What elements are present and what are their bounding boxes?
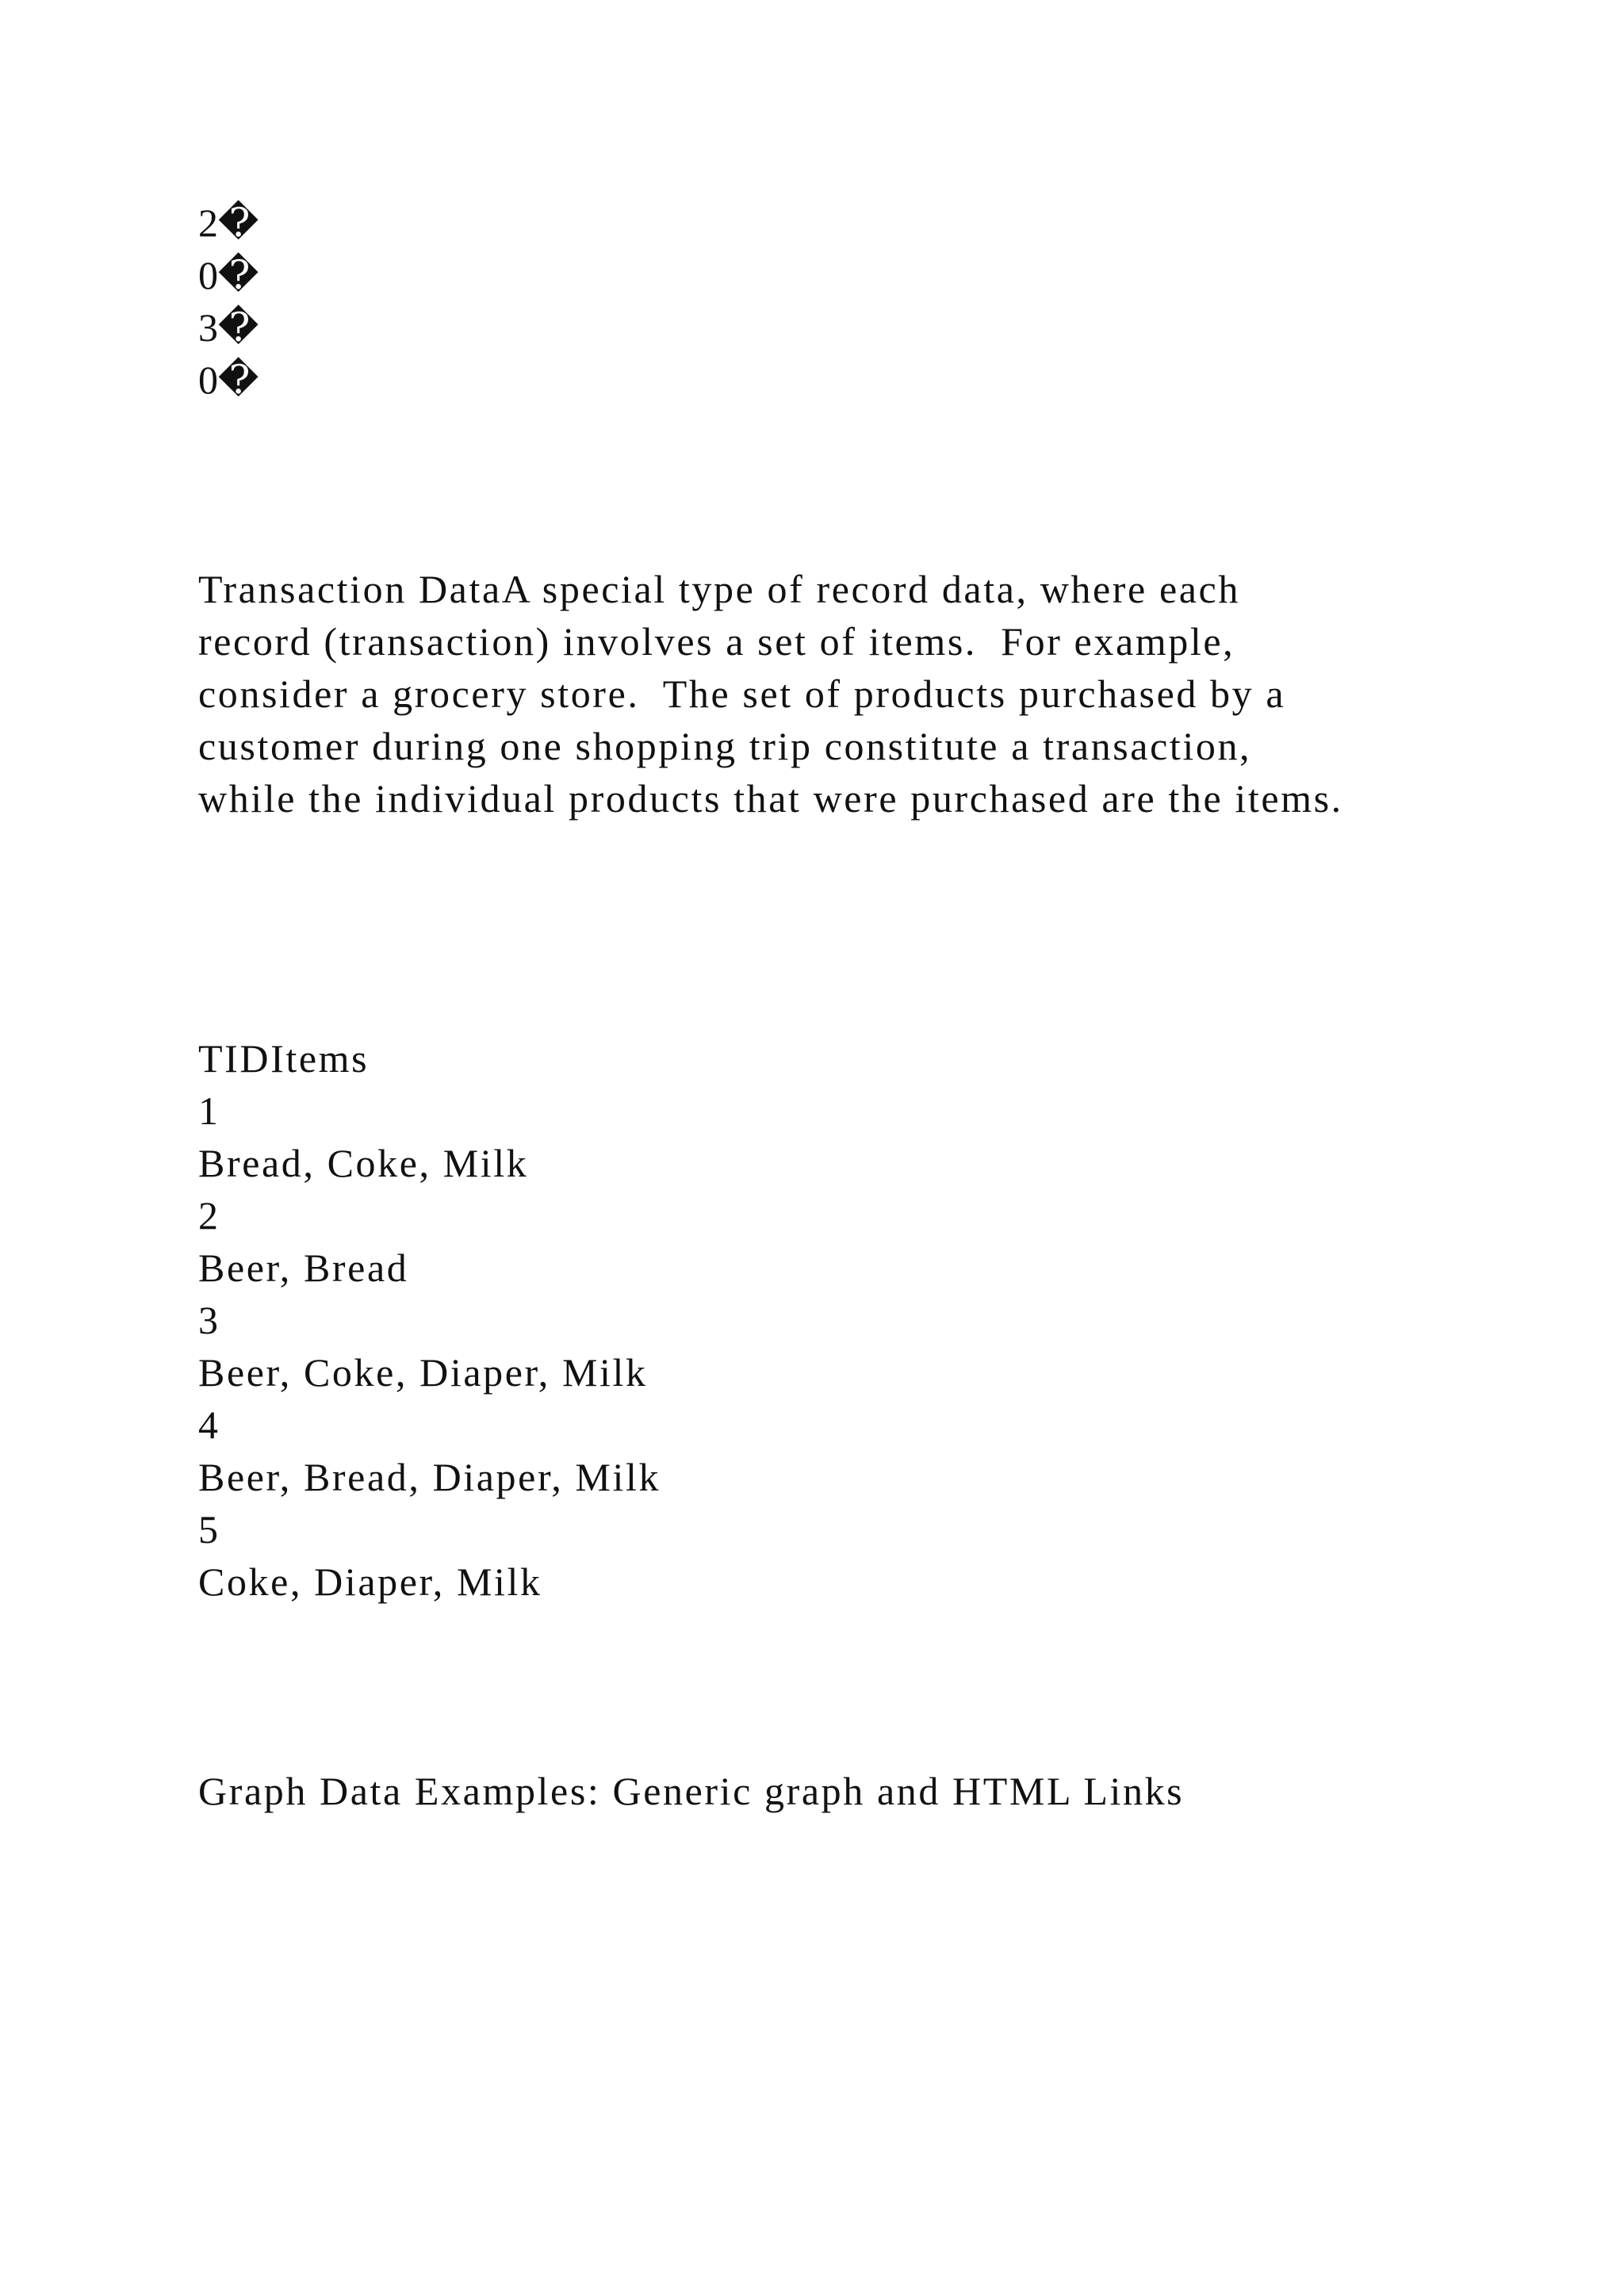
paragraph-line-4: customer during one shopping trip constitute a transaction, [198,724,1252,768]
paragraph-line-1: Transaction DataA special type of record data, where each [198,567,1240,611]
table-items-2: Beer, Bread [198,1246,409,1290]
paragraph-line-2: record (transaction) involves a set of items. For example, [198,619,1235,664]
header-value-2: 0� [198,253,259,297]
table-header: TIDItems [198,1036,370,1081]
paragraph-line-5: while the individual products that were purchased are the items. [198,776,1343,821]
table-tid-1: 1 [198,1089,220,1133]
table-items-1: Bread, Coke, Milk [198,1141,529,1185]
graph-data-heading: Graph Data Examples: Generic graph and HTML Links [198,1769,1185,1813]
header-value-1: 2� [198,201,259,245]
table-items-5: Coke, Diaper, Milk [198,1559,542,1604]
table-tid-3: 3 [198,1298,220,1342]
header-value-4: 0� [198,358,259,402]
header-value-3: 3� [198,305,259,350]
table-items-3: Beer, Coke, Diaper, Milk [198,1350,648,1395]
table-tid-4: 4 [198,1402,220,1447]
table-items-4: Beer, Bread, Diaper, Milk [198,1455,661,1499]
table-tid-5: 5 [198,1507,220,1552]
table-tid-2: 2 [198,1193,220,1238]
paragraph-line-3: consider a grocery store. The set of products purchased by a [198,672,1286,716]
